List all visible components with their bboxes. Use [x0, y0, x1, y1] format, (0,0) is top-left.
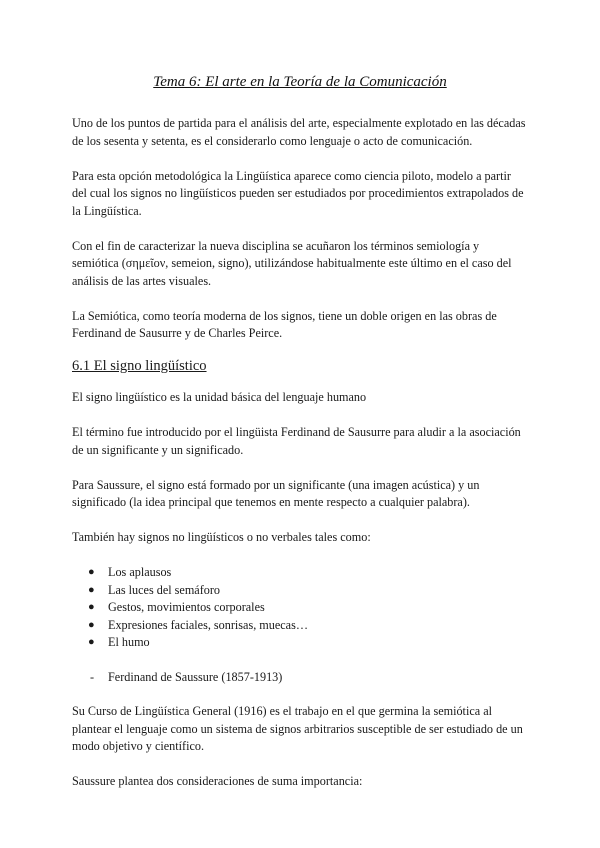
section-heading: 6.1 El signo lingüístico: [72, 358, 207, 374]
intro-paragraph-4: La Semiótica, como teoría moderna de los signos, tiene un doble origen en las obras de Ferdinand de Sausurre y de Charles Peirce.: [72, 308, 497, 340]
section-paragraph-1: El signo lingüístico es la unidad básica del lenguaje humano: [72, 390, 367, 404]
page-title: Tema 6: El arte en la Teoría de la Comunicación: [153, 74, 447, 90]
nonverbal-signs-list: [72, 564, 528, 652]
list-item-text: El humo: [108, 635, 150, 649]
bullet-icon: ●: [88, 636, 95, 648]
list-item: [72, 564, 528, 582]
list-item-text: Los aplausos: [108, 565, 172, 579]
dash-list-item: [72, 669, 528, 687]
dash-item-text: Ferdinand de Saussure (1857-1913): [108, 669, 283, 684]
bullet-icon: ●: [88, 583, 95, 596]
section-paragraph-2: El término fue introducido por el lingüista Ferdinand de Sausurre para aludir a la asociación de un significante y un significado.: [72, 425, 521, 457]
intro-paragraph-1: Uno de los puntos de partida para el análisis del arte, especialmente explotado en las décadas de los sesenta y setenta, es el considerarlo como lenguaje o acto de comunicación.: [72, 116, 526, 148]
list-item-text: Expresiones faciales, sonrisas, muecas…: [108, 617, 309, 632]
bullet-icon: ●: [88, 601, 95, 613]
dash-icon: -: [90, 669, 95, 684]
list-item-text: Gestos, movimientos corporales: [108, 600, 265, 614]
list-item: [72, 634, 528, 652]
bullet-icon: ●: [88, 566, 95, 578]
intro-paragraph-3: Con el fin de caracterizar la nueva disciplina se acuñaron los términos semiología y semiótica (σημεῖον, semeion, signo), utilizándose habitualmente este último en el caso del análisis de las artes visuales.: [72, 238, 512, 288]
after-paragraph-1: Su Curso de Lingüística General (1916) es el trabajo en el que germina la semiótica al plantear el lenguaje como un sistema de signos arbitrarios susceptible de ser estudiado de un modo objetivo y científico.: [72, 704, 523, 753]
list-item: [72, 599, 528, 617]
intro-paragraph-2: Para esta opción metodológica la Lingüística aparece como ciencia piloto, modelo a partir del cual los signos no lingüísticos pueden ser estudiados por procedimientos extrapolados de la Lingüística.: [72, 168, 524, 218]
section-paragraph-3: Para Saussure, el signo está formado por un significante (una imagen acústica) y un significado (la idea principal que tenemos en mente respecto a cualquier palabra).: [72, 477, 480, 509]
section-paragraph-4: También hay signos no lingüísticos o no verbales tales como:: [72, 530, 371, 544]
list-item: [72, 617, 528, 635]
bullet-icon: ●: [88, 618, 95, 631]
list-item: [72, 582, 528, 600]
list-item-text: Las luces del semáforo: [108, 582, 221, 597]
after-paragraph-2: Saussure plantea dos consideraciones de suma importancia:: [72, 774, 363, 788]
